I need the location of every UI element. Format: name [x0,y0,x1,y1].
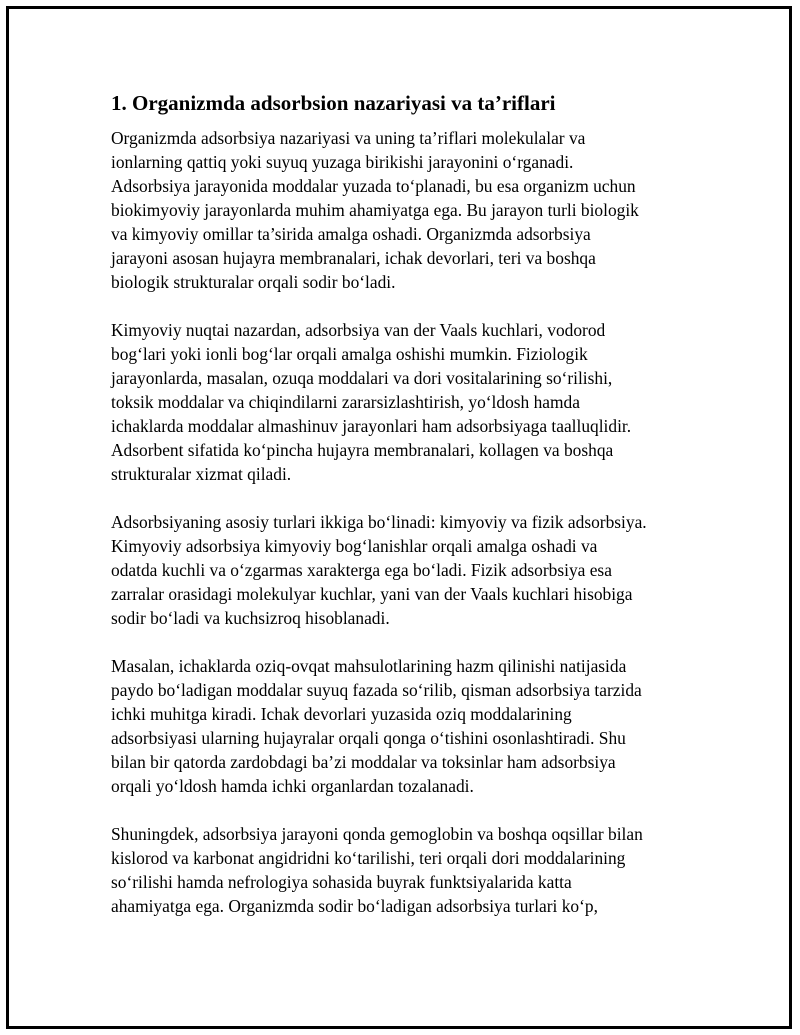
paragraph-5 [111,822,701,918]
document-body [111,90,701,942]
text-line: Masalan, ichaklarda oziq-ovqat mahsulotlarining hazm qilinishi natijasida [111,656,627,676]
text-line: Shuningdek, adsorbsiya jarayoni qonda gemoglobin va boshqa oqsillar bilan [111,824,643,844]
text-line: odatda kuchli va o‘zgarmas xarakterga ega bo‘ladi. Fizik adsorbsiya esa [111,560,612,580]
text-line: kislorod va karbonat angidridni ko‘tarilishi, teri orqali dori moddalarining [111,848,626,868]
text-line: bog‘lari yoki ionli bog‘lar orqali amalga oshishi mumkin. Fiziologik [111,344,588,364]
text-line: va kimyoviy omillar ta’sirida amalga oshadi. Organizmda adsorbsiya [111,224,591,244]
paragraph-4 [111,654,701,798]
text-line: Adsorbsiyaning asosiy turlari ikkiga bo‘linadi: kimyoviy va fizik adsorbsiya. [111,512,647,532]
text-line: paydo bo‘ladigan moddalar suyuq fazada so‘rilib, qisman adsorbsiya tarzida [111,680,642,700]
text-line: ichki muhitga kiradi. Ichak devorlari yuzasida oziq moddalarining [111,704,572,724]
text-line: adsorbsiyasi ularning hujayralar orqali qonga o‘tishini osonlashtiradi. Shu [111,728,626,748]
text-line: Adsorbsiya jarayonida moddalar yuzada to‘planadi, bu esa organizm uchun [111,176,636,196]
text-line: sodir bo‘ladi va kuchsizroq hisoblanadi. [111,608,390,628]
paragraph-1 [111,126,701,294]
text-line: Adsorbent sifatida ko‘pincha hujayra membranalari, kollagen va boshqa [111,440,614,460]
paragraph-2 [111,318,701,486]
text-line: biokimyoviy jarayonlarda muhim ahamiyatga ega. Bu jarayon turli biologik [111,200,639,220]
text-line: biologik strukturalar orqali sodir bo‘ladi. [111,272,396,292]
text-line: zarralar orasidagi molekulyar kuchlar, yani van der Vaals kuchlari hisobiga [111,584,633,604]
text-line: toksik moddalar va chiqindilarni zararsizlashtirish, yo‘ldosh hamda [111,392,580,412]
section-heading: 1. Organizmda adsorbsion nazariyasi va ta’riflari [111,91,556,115]
text-line: Kimyoviy adsorbsiya kimyoviy bog‘lanishlar orqali amalga oshadi va [111,536,598,556]
text-line: ionlarning qattiq yoki suyuq yuzaga birikishi jarayonini o‘rganadi. [111,152,574,172]
text-line: ahamiyatga ega. Organizmda sodir bo‘ladigan adsorbsiya turlari ko‘p, [111,896,598,916]
text-line: jarayoni asosan hujayra membranalari, ichak devorlari, teri va boshqa [111,248,596,268]
text-line: jarayonlarda, masalan, ozuqa moddalari va dori vositalarining so‘rilishi, [111,368,613,388]
text-line: orqali yo‘ldosh hamda ichki organlardan tozalanadi. [111,776,474,796]
text-line: bilan bir qatorda zardobdagi ba’zi moddalar va toksinlar ham adsorbsiya [111,752,616,772]
text-line: Kimyoviy nuqtai nazardan, adsorbsiya van der Vaals kuchlari, vodorod [111,320,606,340]
text-line: strukturalar xizmat qiladi. [111,464,292,484]
text-line: Organizmda adsorbsiya nazariyasi va uning ta’riflari molekulalar va [111,128,586,148]
paragraph-3 [111,510,701,630]
text-line: so‘rilishi hamda nefrologiya sohasida buyrak funktsiyalarida katta [111,872,572,892]
text-line: ichaklarda moddalar almashinuv jarayonlari ham adsorbsiyaga taalluqlidir. [111,416,632,436]
